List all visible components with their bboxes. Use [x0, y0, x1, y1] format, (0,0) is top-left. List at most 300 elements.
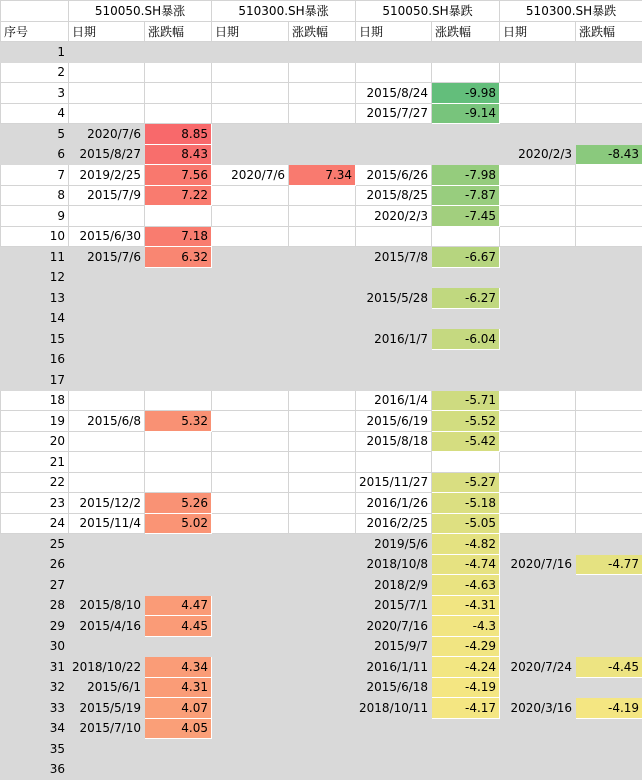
change-cell [289, 493, 356, 514]
change-cell: 8.85 [145, 124, 212, 145]
date-cell [69, 534, 145, 555]
change-cell: -5.71 [432, 390, 500, 411]
change-cell [145, 83, 212, 104]
table-row [1, 124, 642, 145]
change-cell: -9.14 [432, 103, 500, 124]
change-cell [576, 247, 642, 268]
change-cell [432, 739, 500, 760]
change-cell [145, 103, 212, 124]
row-index: 35 [1, 739, 69, 760]
change-cell [289, 103, 356, 124]
change-cell: -5.52 [432, 411, 500, 432]
change-cell [289, 83, 356, 104]
table-row [1, 657, 642, 678]
date-cell [500, 575, 576, 596]
date-cell [212, 185, 289, 206]
table-row [1, 267, 642, 288]
table-row [1, 718, 642, 739]
group-510050-down: 510050.SH暴跌 [356, 1, 500, 22]
date-cell [356, 124, 432, 145]
date-cell [212, 288, 289, 309]
change-cell: -7.98 [432, 165, 500, 186]
date-cell: 2015/12/2 [69, 493, 145, 514]
date-cell [500, 390, 576, 411]
date-cell [500, 165, 576, 186]
date-cell [212, 759, 289, 780]
change-cell [576, 493, 642, 514]
change-cell [145, 575, 212, 596]
change-cell: -4.74 [432, 554, 500, 575]
date-cell: 2015/7/6 [69, 247, 145, 268]
change-cell [432, 42, 500, 63]
row-index: 32 [1, 677, 69, 698]
change-cell [576, 62, 642, 83]
date-cell: 2016/1/7 [356, 329, 432, 350]
date-cell [500, 595, 576, 616]
table-row [1, 554, 642, 575]
change-cell: -5.27 [432, 472, 500, 493]
date-cell [69, 759, 145, 780]
change-cell [289, 308, 356, 329]
date-cell: 2016/1/11 [356, 657, 432, 678]
change-cell [145, 370, 212, 391]
row-index: 20 [1, 431, 69, 452]
date-cell: 2015/7/9 [69, 185, 145, 206]
change-cell [576, 390, 642, 411]
table-row [1, 206, 642, 227]
change-cell [432, 759, 500, 780]
date-cell [356, 759, 432, 780]
date-cell: 2015/9/7 [356, 636, 432, 657]
date-cell: 2018/2/9 [356, 575, 432, 596]
date-cell [69, 472, 145, 493]
date-cell: 2015/8/24 [356, 83, 432, 104]
change-cell: -5.42 [432, 431, 500, 452]
change-cell [289, 677, 356, 698]
date-cell: 2016/1/4 [356, 390, 432, 411]
change-cell [145, 759, 212, 780]
change-cell [289, 534, 356, 555]
change-cell [576, 206, 642, 227]
date-cell [212, 534, 289, 555]
sub-header-row [1, 21, 642, 42]
change-cell [289, 657, 356, 678]
table-row [1, 288, 642, 309]
row-index: 31 [1, 657, 69, 678]
date-cell [356, 267, 432, 288]
date-cell [356, 62, 432, 83]
date-cell [500, 431, 576, 452]
table-row [1, 513, 642, 534]
date-cell: 2015/6/26 [356, 165, 432, 186]
change-cell: -7.87 [432, 185, 500, 206]
change-cell [576, 575, 642, 596]
date-cell [212, 103, 289, 124]
date-cell: 2020/7/6 [212, 165, 289, 186]
row-index: 15 [1, 329, 69, 350]
date-cell [212, 206, 289, 227]
change-cell: -5.05 [432, 513, 500, 534]
date-cell [500, 718, 576, 739]
change-cell [289, 636, 356, 657]
row-index: 11 [1, 247, 69, 268]
date-cell [356, 739, 432, 760]
date-cell [500, 226, 576, 247]
date-cell [500, 288, 576, 309]
change-cell [145, 472, 212, 493]
date-cell [69, 288, 145, 309]
change-cell: 4.34 [145, 657, 212, 678]
change-cell [576, 431, 642, 452]
table-row [1, 431, 642, 452]
change-cell [432, 718, 500, 739]
date-cell [212, 575, 289, 596]
change-cell: 4.05 [145, 718, 212, 739]
change-cell [432, 267, 500, 288]
row-index: 36 [1, 759, 69, 780]
date-cell [212, 595, 289, 616]
date-cell [500, 62, 576, 83]
date-cell [212, 83, 289, 104]
change-cell [145, 534, 212, 555]
table-row [1, 390, 642, 411]
change-cell [289, 42, 356, 63]
date-cell [212, 144, 289, 165]
change-cell [576, 267, 642, 288]
change-cell [576, 124, 642, 145]
date-cell [212, 267, 289, 288]
date-cell: 2016/2/25 [356, 513, 432, 534]
change-cell: -8.43 [576, 144, 642, 165]
row-index: 3 [1, 83, 69, 104]
change-cell [145, 390, 212, 411]
date-cell [500, 636, 576, 657]
row-index: 8 [1, 185, 69, 206]
table-row [1, 349, 642, 370]
date-cell [212, 411, 289, 432]
change-cell [289, 124, 356, 145]
change-cell [289, 616, 356, 637]
row-index: 12 [1, 267, 69, 288]
date-cell [69, 739, 145, 760]
date-cell: 2020/2/3 [500, 144, 576, 165]
table-row [1, 185, 642, 206]
date-cell [212, 698, 289, 719]
table-row [1, 103, 642, 124]
date-cell [212, 247, 289, 268]
row-index: 25 [1, 534, 69, 555]
date-cell [69, 554, 145, 575]
row-index: 13 [1, 288, 69, 309]
change-cell [576, 288, 642, 309]
change-cell [145, 636, 212, 657]
date-cell [212, 657, 289, 678]
change-cell: -4.82 [432, 534, 500, 555]
change-cell: -7.45 [432, 206, 500, 227]
date-cell [69, 267, 145, 288]
change-cell: -5.18 [432, 493, 500, 514]
date-cell [69, 390, 145, 411]
date-cell: 2015/11/27 [356, 472, 432, 493]
date-cell [500, 370, 576, 391]
change-cell: -4.77 [576, 554, 642, 575]
change-cell [289, 185, 356, 206]
table-row [1, 616, 642, 637]
change-cell [432, 124, 500, 145]
date-cell [69, 329, 145, 350]
date-cell [69, 42, 145, 63]
date-cell: 2019/2/25 [69, 165, 145, 186]
table-row [1, 226, 642, 247]
change-cell [576, 103, 642, 124]
row-index: 29 [1, 616, 69, 637]
change-cell: -4.63 [432, 575, 500, 596]
date-cell [69, 103, 145, 124]
change-cell [145, 739, 212, 760]
change-cell [432, 452, 500, 473]
date-cell [69, 206, 145, 227]
change-cell [289, 554, 356, 575]
date-cell [212, 308, 289, 329]
header-date: 日期 [356, 21, 432, 42]
date-cell [212, 616, 289, 637]
date-cell [212, 390, 289, 411]
date-cell [212, 513, 289, 534]
date-cell: 2015/6/8 [69, 411, 145, 432]
date-cell: 2015/8/27 [69, 144, 145, 165]
date-cell [212, 677, 289, 698]
change-cell [289, 267, 356, 288]
date-cell: 2015/11/4 [69, 513, 145, 534]
change-cell: -4.17 [432, 698, 500, 719]
table-row [1, 144, 642, 165]
change-cell [289, 62, 356, 83]
change-cell [576, 185, 642, 206]
date-cell [212, 718, 289, 739]
change-cell: -6.67 [432, 247, 500, 268]
date-cell [500, 472, 576, 493]
change-cell [576, 677, 642, 698]
table-row [1, 308, 642, 329]
date-cell [69, 636, 145, 657]
table-row [1, 677, 642, 698]
date-cell: 2019/5/6 [356, 534, 432, 555]
table-row [1, 247, 642, 268]
change-cell [576, 718, 642, 739]
change-cell [289, 206, 356, 227]
change-cell: 4.47 [145, 595, 212, 616]
date-cell [500, 103, 576, 124]
change-cell [576, 452, 642, 473]
date-cell [69, 308, 145, 329]
row-index: 17 [1, 370, 69, 391]
header-date: 日期 [212, 21, 289, 42]
change-cell [289, 226, 356, 247]
change-cell [289, 370, 356, 391]
change-cell [576, 370, 642, 391]
date-cell: 2015/7/1 [356, 595, 432, 616]
row-index: 26 [1, 554, 69, 575]
table-row [1, 83, 642, 104]
header-change: 涨跌幅 [576, 21, 642, 42]
date-cell [500, 247, 576, 268]
change-cell: -6.04 [432, 329, 500, 350]
change-cell: 4.45 [145, 616, 212, 637]
change-cell [289, 759, 356, 780]
date-cell: 2020/2/3 [356, 206, 432, 227]
date-cell [212, 472, 289, 493]
date-cell [212, 370, 289, 391]
row-index: 9 [1, 206, 69, 227]
row-index: 14 [1, 308, 69, 329]
date-cell [356, 144, 432, 165]
change-cell [432, 308, 500, 329]
change-cell [289, 718, 356, 739]
change-cell [576, 349, 642, 370]
change-cell: -4.3 [432, 616, 500, 637]
change-cell [576, 329, 642, 350]
date-cell: 2016/1/26 [356, 493, 432, 514]
change-cell [289, 698, 356, 719]
row-index: 22 [1, 472, 69, 493]
date-cell [69, 575, 145, 596]
date-cell: 2015/6/19 [356, 411, 432, 432]
row-index: 18 [1, 390, 69, 411]
date-cell [212, 636, 289, 657]
change-cell [145, 431, 212, 452]
change-cell [289, 575, 356, 596]
date-cell [500, 267, 576, 288]
date-cell [69, 62, 145, 83]
date-cell [356, 349, 432, 370]
header-date: 日期 [69, 21, 145, 42]
change-cell [432, 144, 500, 165]
date-cell [212, 42, 289, 63]
row-index: 24 [1, 513, 69, 534]
row-index: 34 [1, 718, 69, 739]
header-change: 涨跌幅 [432, 21, 500, 42]
change-cell [576, 165, 642, 186]
table-row [1, 534, 642, 555]
corner-cell [1, 1, 69, 22]
change-cell [145, 267, 212, 288]
table-row [1, 411, 642, 432]
date-cell [356, 226, 432, 247]
table-row [1, 636, 642, 657]
table-row [1, 62, 642, 83]
change-cell [576, 739, 642, 760]
change-cell [576, 472, 642, 493]
table-row [1, 739, 642, 760]
date-cell: 2015/7/27 [356, 103, 432, 124]
date-cell [500, 759, 576, 780]
group-510050-up: 510050.SH暴涨 [69, 1, 212, 22]
date-cell: 2015/5/28 [356, 288, 432, 309]
table-row [1, 329, 642, 350]
change-cell: -4.29 [432, 636, 500, 657]
change-cell: 5.32 [145, 411, 212, 432]
date-cell: 2015/7/10 [69, 718, 145, 739]
change-cell [576, 759, 642, 780]
change-cell [289, 288, 356, 309]
change-cell: -9.98 [432, 83, 500, 104]
table-row [1, 595, 642, 616]
change-cell [576, 513, 642, 534]
change-cell: 7.22 [145, 185, 212, 206]
change-cell [145, 554, 212, 575]
date-cell [500, 206, 576, 227]
change-cell [289, 349, 356, 370]
group-header-row [1, 1, 642, 22]
date-cell [212, 554, 289, 575]
change-cell [289, 329, 356, 350]
change-cell [576, 636, 642, 657]
change-cell [289, 472, 356, 493]
change-cell [289, 247, 356, 268]
date-cell: 2018/10/8 [356, 554, 432, 575]
date-cell [500, 83, 576, 104]
change-cell: 4.07 [145, 698, 212, 719]
date-cell: 2015/7/8 [356, 247, 432, 268]
header-change: 涨跌幅 [145, 21, 212, 42]
change-cell: 5.02 [145, 513, 212, 534]
date-cell: 2020/3/16 [500, 698, 576, 719]
row-index: 21 [1, 452, 69, 473]
date-cell [356, 308, 432, 329]
table-row [1, 493, 642, 514]
date-cell [212, 493, 289, 514]
change-cell [576, 42, 642, 63]
change-cell: 4.31 [145, 677, 212, 698]
change-cell [289, 390, 356, 411]
change-cell [432, 349, 500, 370]
date-cell [500, 411, 576, 432]
change-cell [289, 431, 356, 452]
change-cell: -4.31 [432, 595, 500, 616]
change-cell: -4.19 [576, 698, 642, 719]
row-index: 33 [1, 698, 69, 719]
change-cell: 8.43 [145, 144, 212, 165]
date-cell: 2018/10/22 [69, 657, 145, 678]
change-cell: -4.24 [432, 657, 500, 678]
date-cell: 2015/5/19 [69, 698, 145, 719]
table-row [1, 698, 642, 719]
row-index: 7 [1, 165, 69, 186]
date-cell [69, 452, 145, 473]
table-row [1, 472, 642, 493]
date-cell [356, 718, 432, 739]
row-index: 23 [1, 493, 69, 514]
change-cell [576, 411, 642, 432]
change-cell [289, 411, 356, 432]
header-date: 日期 [500, 21, 576, 42]
date-cell: 2018/10/11 [356, 698, 432, 719]
date-cell: 2015/8/25 [356, 185, 432, 206]
change-cell [145, 62, 212, 83]
change-cell [576, 226, 642, 247]
change-cell: 7.18 [145, 226, 212, 247]
change-cell [432, 226, 500, 247]
change-cell: -6.27 [432, 288, 500, 309]
date-cell [500, 493, 576, 514]
change-cell [576, 83, 642, 104]
date-cell [500, 124, 576, 145]
row-index: 5 [1, 124, 69, 145]
change-cell: -4.45 [576, 657, 642, 678]
date-cell [356, 370, 432, 391]
change-cell [576, 595, 642, 616]
date-cell [212, 329, 289, 350]
